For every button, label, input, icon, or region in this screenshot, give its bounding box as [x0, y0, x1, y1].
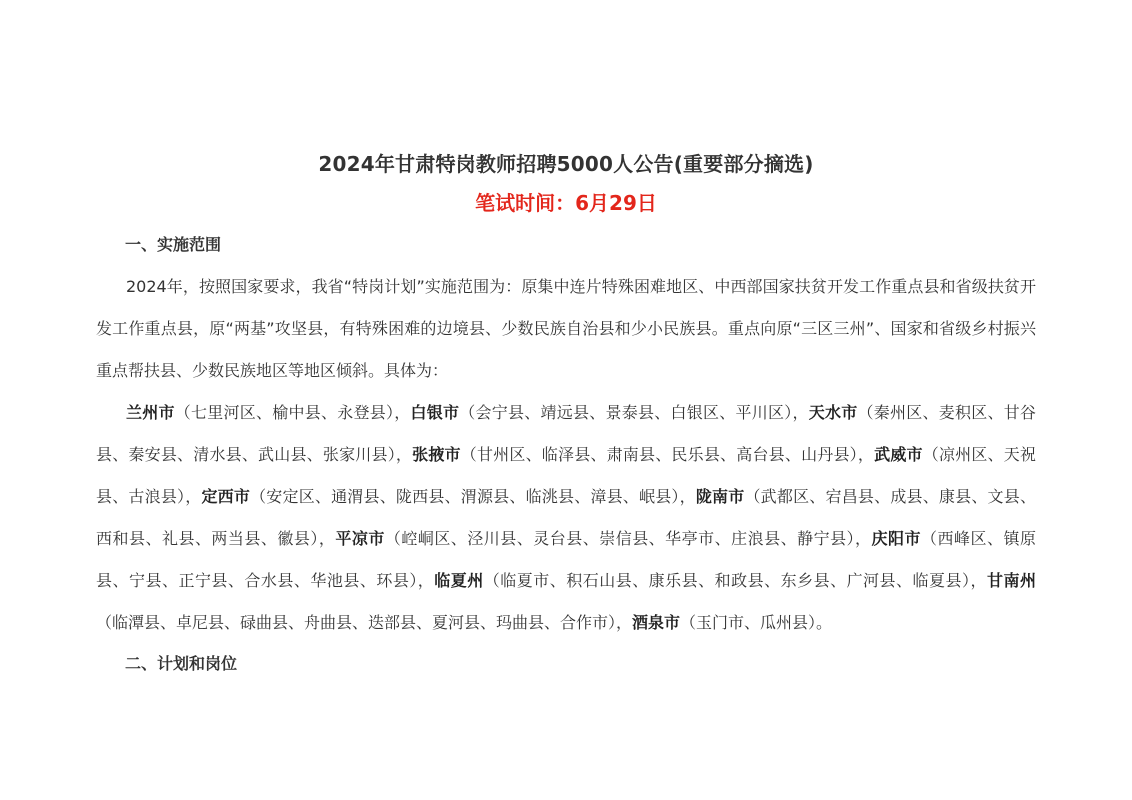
- exam-date-subtitle: 笔试时间：6月29日: [475, 191, 657, 215]
- city-counties: （玉门市、瓜州县）。: [680, 613, 833, 632]
- city-list-paragraph: [96, 392, 1036, 644]
- city-counties: （安定区、通渭县、陇西县、渭源县、临洮县、漳县、岷县），: [250, 487, 696, 506]
- city-counties: （凉州区、天祝县、古浪县），: [96, 445, 1036, 506]
- city-name: 武威市: [874, 445, 923, 464]
- city-counties: （甘州区、临泽县、肃南县、民乐县、高台县、山丹县），: [460, 445, 875, 464]
- city-counties: （七里河区、榆中县、永登县），: [174, 403, 411, 422]
- city-name: 甘南州: [986, 571, 1036, 590]
- section-heading-scope: 一、实施范围: [125, 235, 222, 254]
- scope-paragraph: 2024年，按照国家要求，我省“特岗计划”实施范围为：原集中连片特殊困难地区、中西部国家扶贫开发工作重点县和省级扶贫开发工作重点县，原“两基”攻坚县，有特殊困难的边境县、少数民族自治县和少小民族县。重点向原“三区三州”、国家和省级乡村振兴重点帮扶县、少数民族地区等地区倾斜。具体为：: [96, 277, 1036, 380]
- city-name: 陇南市: [695, 487, 745, 506]
- city-counties: （西峰区、镇原县、宁县、正宁县、合水县、华池县、环县），: [96, 529, 1036, 590]
- document-title: 2024年甘肃特岗教师招聘5000人公告(重要部分摘选): [318, 152, 814, 176]
- city-name: 庆阳市: [871, 529, 922, 548]
- city-name: 酒泉市: [632, 613, 681, 632]
- city-name: 临夏州: [434, 571, 484, 590]
- city-counties: （武都区、宕昌县、成县、康县、文县、西和县、礼县、两当县、徽县），: [96, 487, 1036, 548]
- city-name: 平凉市: [335, 529, 385, 548]
- city-counties: （临潭县、卓尼县、碌曲县、舟曲县、迭部县、夏河县、玛曲县、合作市），: [96, 613, 633, 632]
- city-name: 白银市: [410, 403, 460, 422]
- section-heading-plan: 二、计划和岗位: [125, 654, 238, 673]
- city-counties: （会宁县、靖远县、景泰县、白银区、平川区），: [459, 403, 809, 422]
- city-name: 定西市: [201, 487, 251, 506]
- city-name: 天水市: [808, 403, 858, 422]
- city-name: 兰州市: [126, 403, 175, 422]
- city-counties: （临夏市、积石山县、康乐县、和政县、东乡县、广河县、临夏县），: [483, 571, 987, 590]
- city-counties: （崆峒区、泾川县、灵台县、崇信县、华亭市、庄浪县、静宁县），: [384, 529, 872, 548]
- city-counties: （秦州区、麦积区、甘谷县、秦安县、清水县、武山县、张家川县），: [96, 403, 1036, 464]
- city-name: 张掖市: [412, 445, 461, 464]
